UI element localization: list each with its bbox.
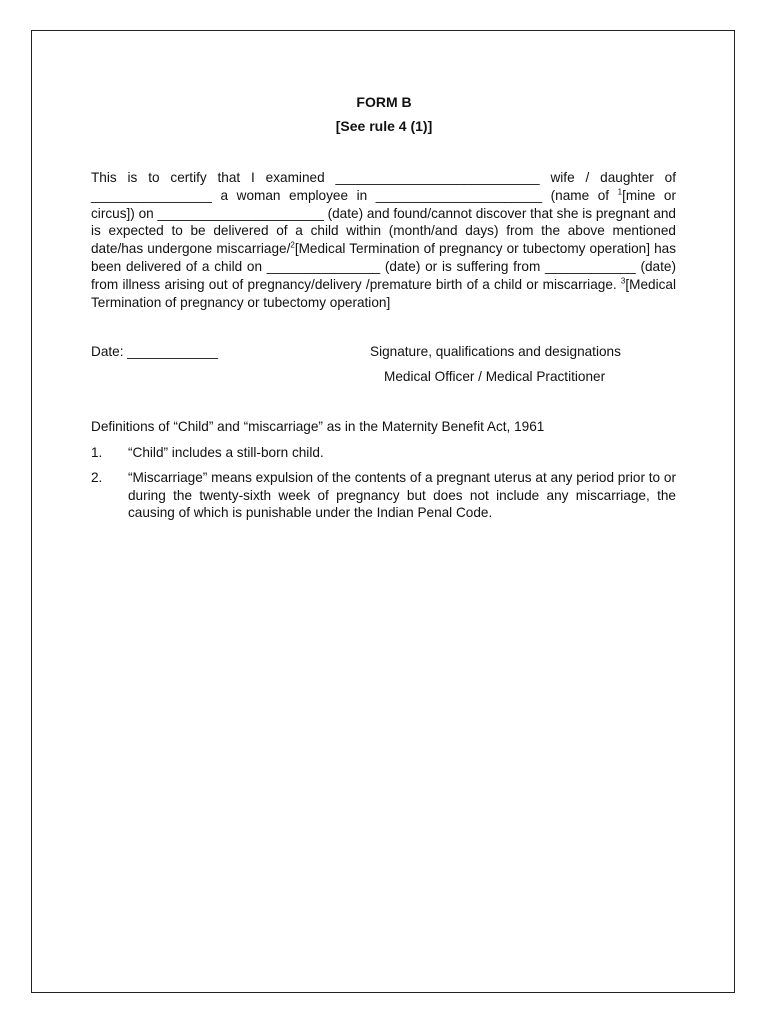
signature-label: Signature, qualifications and designations	[370, 344, 621, 359]
certificate-text-part-4: [Medical Termination of pregnancy or tubectomy operation]	[91, 276, 676, 310]
form-title: FORM B	[356, 94, 412, 110]
list-item-text: “Miscarriage” means expulsion of the contents of a pregnant uterus at any period prior to or during the twenty-sixth week of pregnancy but does not include any miscarriage, the causing of which is punishable under the Indian Penal Code.	[128, 469, 676, 521]
certificate-text-part-3: [Medical Termination of pregnancy or tubectomy operation] has been delivered of a child on _______________ (date) or is suffering from ____________ (date) from illness arising out of pregnancy/delivery /premature birth of a child or miscarriage.	[91, 241, 676, 292]
definitions-list	[91, 444, 676, 529]
list-item	[91, 444, 676, 462]
footnote-marker-1: 1	[617, 187, 623, 197]
certificate-text-part-1: This is to certify that I examined ___________________________ wife / daughter of ________________ a woman employee in ______________________ (name of	[91, 170, 676, 203]
footnote-marker-2: 2	[290, 240, 295, 250]
list-item-number: 2.	[91, 469, 103, 485]
date-field: Date: ____________	[91, 344, 218, 359]
certificate-text-part-2: [mine or circus]) on ______________________ (date) and found/cannot discover that she is pregnant and is expected to be delivered of a child within (month/and days) from the above mentioned date/has undergone miscarriage/	[91, 187, 676, 257]
form-rule-reference: [See rule 4 (1)]	[335, 118, 433, 134]
list-item-text: “Child” includes a still-born child.	[128, 445, 324, 460]
list-item	[91, 469, 676, 522]
certificate-paragraph	[91, 169, 676, 311]
list-item-number: 1.	[91, 445, 103, 460]
definitions-heading: Definitions of “Child” and “miscarriage” as in the Maternity Benefit Act, 1961	[91, 419, 545, 434]
footnote-marker-3: 3	[620, 276, 626, 286]
officer-designation: Medical Officer / Medical Practitioner	[384, 369, 606, 384]
